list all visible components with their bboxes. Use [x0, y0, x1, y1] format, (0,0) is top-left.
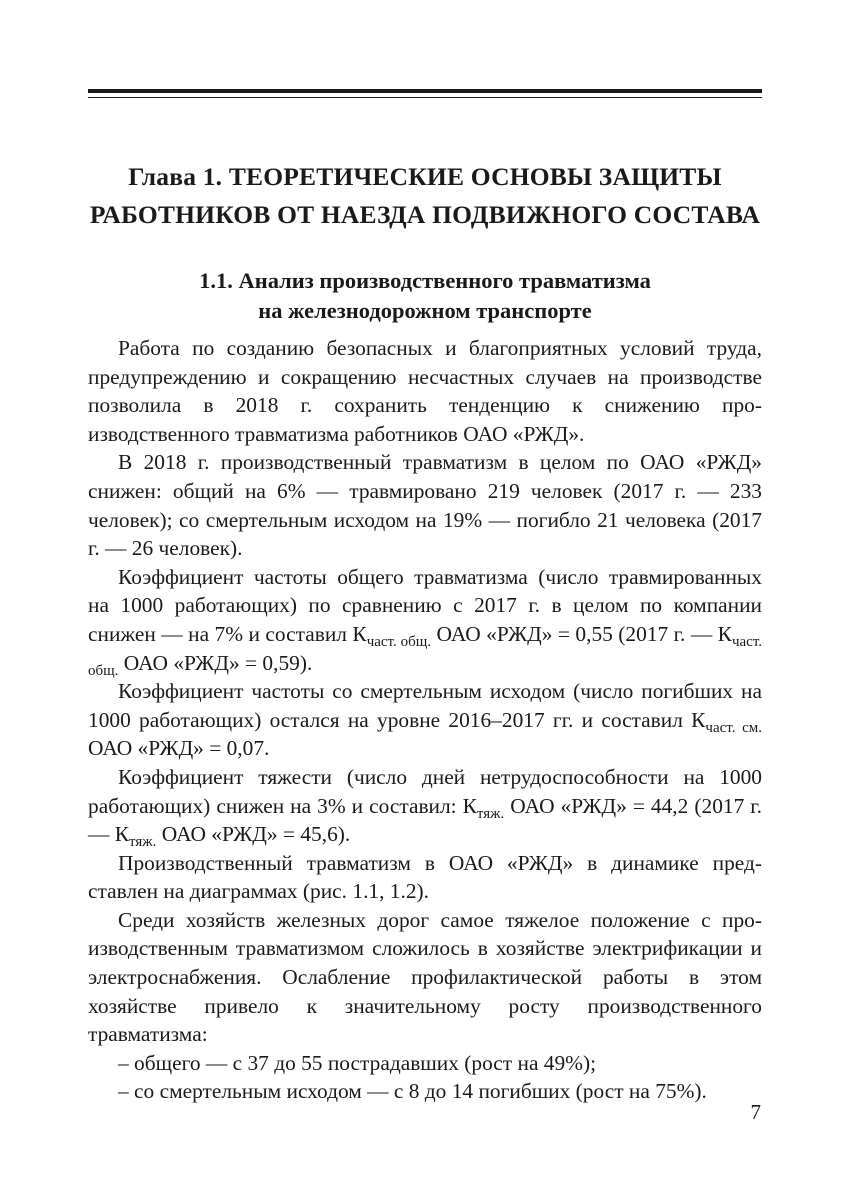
section-title-line-2: на железнодорожном транспорте — [258, 298, 592, 323]
paragraph-5-subscript-b: тяж. — [129, 834, 157, 851]
paragraph-4-subscript-a: част. см. — [705, 719, 762, 736]
paragraph-5 — [88, 763, 762, 849]
paragraph-3-part-b: ОАО «РЖД» = 0,55 (2017 г. — К — [431, 621, 732, 646]
list-item: – со смертельным исходом — с 8 до 14 погибших (рост на 75%). — [118, 1079, 707, 1104]
paragraph-1: Работа по созданию безопасных и благоприятных условий труда, предупреждению и сокращению несчастных случаев на производстве позволила в 2018 г. сохранить тенденцию к снижению производственного травматизма работников ОАО «РЖД». — [88, 336, 762, 446]
header-rule-thick — [88, 89, 762, 93]
paragraph-3-subscript-a: част. общ. — [366, 633, 432, 650]
paragraph-3-part-a: Коэффициент частоты общего травматизма (число травмированных на 1000 работающих) по сравнению с 2017 г. в целом по компании снижен — на 7% и составил К — [88, 564, 762, 646]
paragraph-5-part-a: Коэффициент тяжести (число дней нетрудоспособности на 1000 работающих) снижен на 3% и составил: К — [88, 764, 762, 818]
paragraph-5-subscript-a: тяж. — [476, 805, 505, 822]
paragraph-5-part-c: ОАО «РЖД» = 45,6). — [156, 822, 351, 847]
paragraph-2: В 2018 г. производственный травматизм в целом по ОАО «РЖД» снижен: общий на 6% — травмировано 219 человек (2017 г. — 233 человек); со смертельным исходом на 19% — погибло 21 человека (2017 г. — 26 человек). — [88, 450, 762, 561]
paragraph-3-subscript-b: част. общ. — [88, 633, 762, 679]
page-number: 7 — [750, 1100, 761, 1124]
paragraph-3-part-c: ОАО «РЖД» = 0,59). — [118, 650, 313, 675]
chapter-title-line-1: Глава 1. ТЕОРЕТИЧЕСКИЕ ОСНОВЫ ЗАЩИТЫ — [128, 162, 722, 191]
paragraph-6: Производственный травматизм в ОАО «РЖД» в динамике представлен на диаграммах (рис. 1.1, 1.2). — [88, 850, 762, 904]
paragraph-7: Среди хозяйств железных дорог самое тяжелое положение с производственным травматизмом сложилось в хозяйстве электрификации и электроснабжения. Ослабление профилактической работы в этом хозяйстве привело к значительному росту производственного травматизма: — [88, 907, 762, 1047]
body-text — [88, 334, 762, 1106]
paragraph-3 — [88, 563, 762, 677]
chapter-title-line-2: РАБОТНИКОВ ОТ НАЕЗДА ПОДВИЖНОГО СОСТАВА — [89, 200, 761, 229]
paragraph-5-part-b: ОАО «РЖД» = 44,2 (2017 г. — К — [88, 793, 763, 847]
chapter-title — [88, 158, 762, 234]
section-title-line-1: 1.1. Анализ производственного травматизма — [199, 268, 651, 293]
section-title — [88, 266, 762, 326]
paragraph-4 — [88, 677, 762, 763]
header-rule-thin — [88, 97, 762, 98]
list-item: – общего — с 37 до 55 пострадавших (рост на 49%); — [118, 1050, 597, 1075]
paragraph-4-part-a: Коэффициент частоты со смертельным исходом (число погибших на 1000 работающих) остался на уровне 2016–2017 гг. и составил К — [88, 679, 762, 732]
paragraph-4-part-b: ОАО «РЖД» = 0,07. — [88, 736, 270, 761]
